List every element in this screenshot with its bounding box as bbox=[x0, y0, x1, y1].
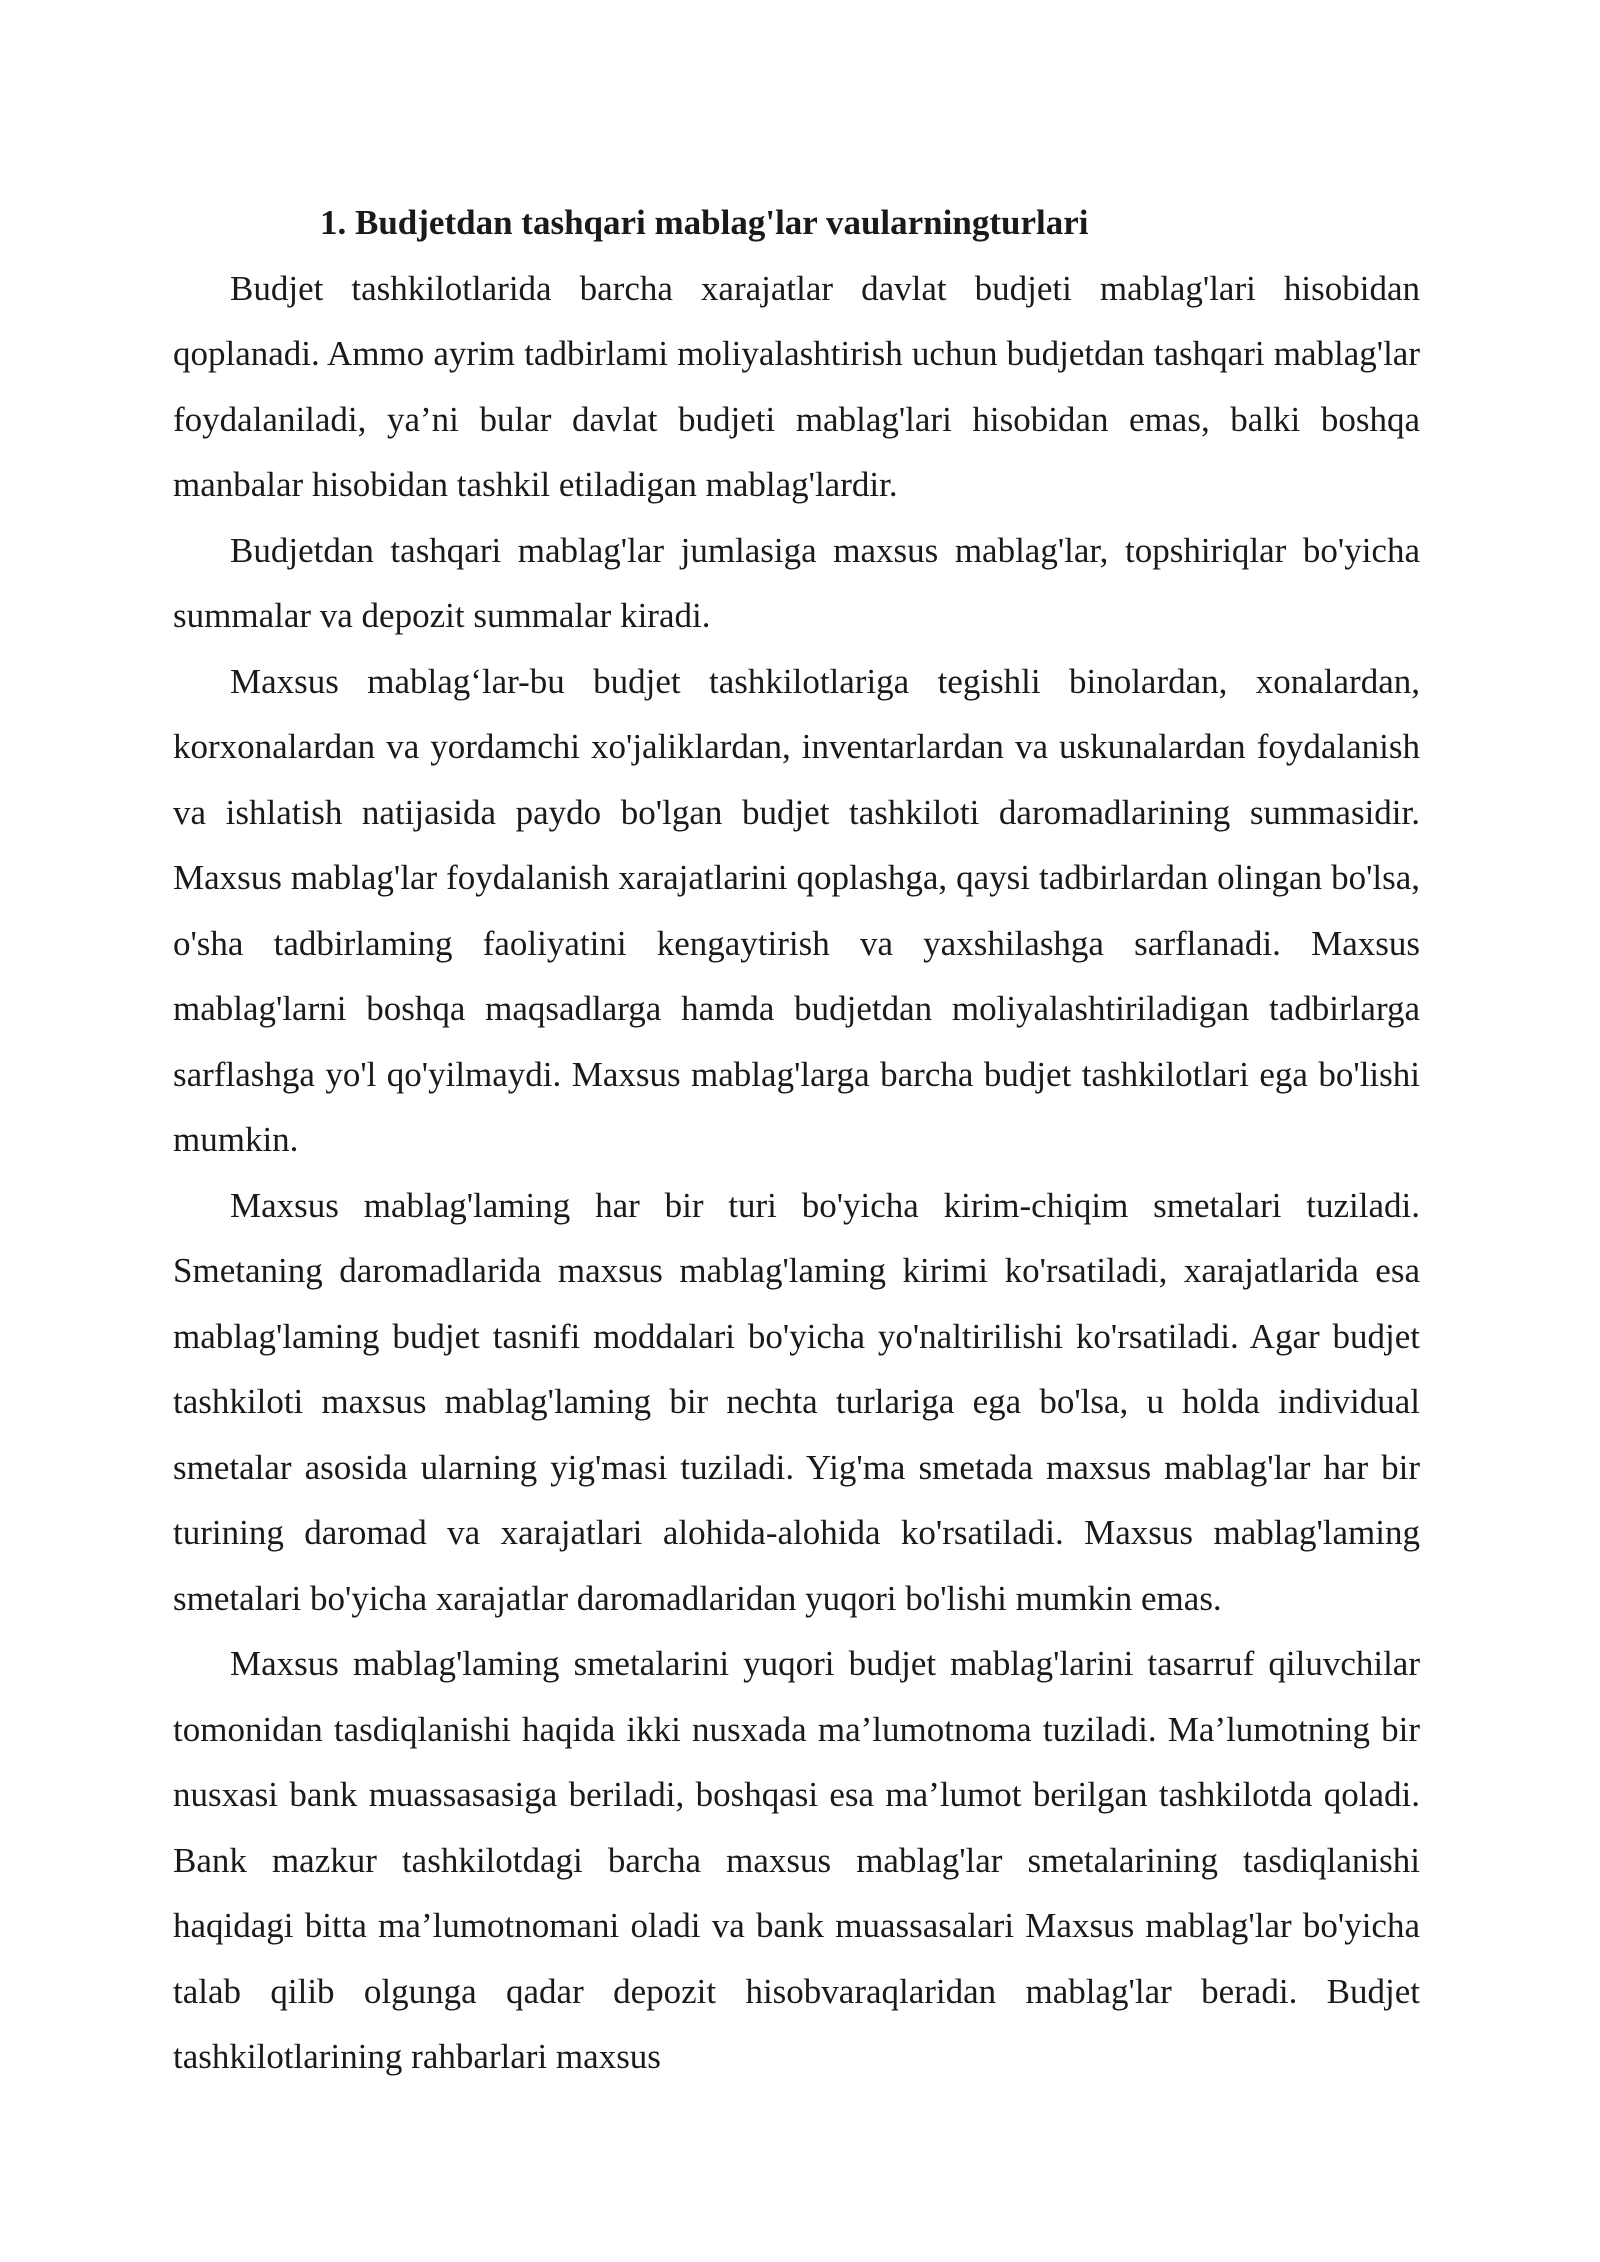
paragraph-3: Maxsus mablag‘lar-bu budjet tashkilotlariga tegishli binolardan, xonalardan, korxonalardan va yordamchi xo'jaliklardan, inventarlardan va uskunalardan foydalanish va ishlatish natijasida paydo bo'lgan budjet tashkiloti daromadlarining summasidir. Maxsus mablag'lar foydalanish xarajatlarini qoplashga, qaysi tadbirlardan olingan bo'lsa, o'sha tadbirlaming faoliyatini kengaytirish va yaxshilashga sarflanadi. Maxsus mablag'larni boshqa maqsadlarga hamda budjetdan moliyalashtiriladigan tadbirlarga sarflashga yo'l qo'yilmaydi. Maxsus mablag'larga barcha budjet tashkilotlari ega bo'lishi mumkin. bbox=[173, 661, 1420, 1159]
paragraph-4: Maxsus mablag'laming har bir turi bo'yicha kirim-chiqim smetalari tuziladi. Smetaning daromadlarida maxsus mablag'laming kirimi ko'rsatiladi, xarajatlarida esa mablag'laming budjet tasnifi moddalari bo'yicha yo'naltirilishi ko'rsatiladi. Agar budjet tashkiloti maxsus mablag'laming bir nechta turlariga ega bo'lsa, u holda individual smetalar asosida ularning yig'masi tuziladi. Yig'ma smetada maxsus mablag'lar har bir turining daromad va xarajatlari alohida-alohida ko'rsatiladi. Maxsus mablag'laming smetalari bo'yicha xarajatlar daromadlaridan yuqori bo'lishi mumkin emas. bbox=[173, 1185, 1420, 1618]
document-page bbox=[173, 190, 1420, 2090]
paragraph-5: Maxsus mablag'laming smetalarini yuqori budjet mablag'larini tasarruf qiluvchilar tomonidan tasdiqlanishi haqida ikki nusxada ma’lumotnoma tuziladi. Ma’lumotning bir nusxasi bank muassasasiga beriladi, boshqasi esa ma’lumot berilgan tashkilotda qoladi. Bank mazkur tashkilotdagi barcha maxsus mablag'lar smetalarining tasdiqlanishi haqidagi bitta ma’lumotnomani oladi va bank muassasalari Maxsus mablag'lar bo'yicha talab qilib olgunga qadar depozit hisobvaraqlaridan mablag'lar beradi. Budjet tashkilotlarining rahbarlari maxsus bbox=[173, 1644, 1420, 2076]
paragraph-1: Budjet tashkilotlarida barcha xarajatlar davlat budjeti mablag'lari hisobidan qoplanadi. Ammo ayrim tadbirlami moliyalashtirish uchun budjetdan tashqari mablag'lar foydalaniladi, ya’ni bular davlat budjeti mablag'lari hisobidan emas, balki boshqa manbalar hisobidan tashkil etiladigan mablag'lardir. bbox=[173, 268, 1420, 504]
section-heading: 1. Budjetdan tashqari mablag'lar vaularningturlari bbox=[320, 203, 1089, 242]
paragraph-2: Budjetdan tashqari mablag'lar jumlasiga maxsus mablag'lar, topshiriqlar bo'yicha summalar va depozit summalar kiradi. bbox=[173, 530, 1420, 635]
